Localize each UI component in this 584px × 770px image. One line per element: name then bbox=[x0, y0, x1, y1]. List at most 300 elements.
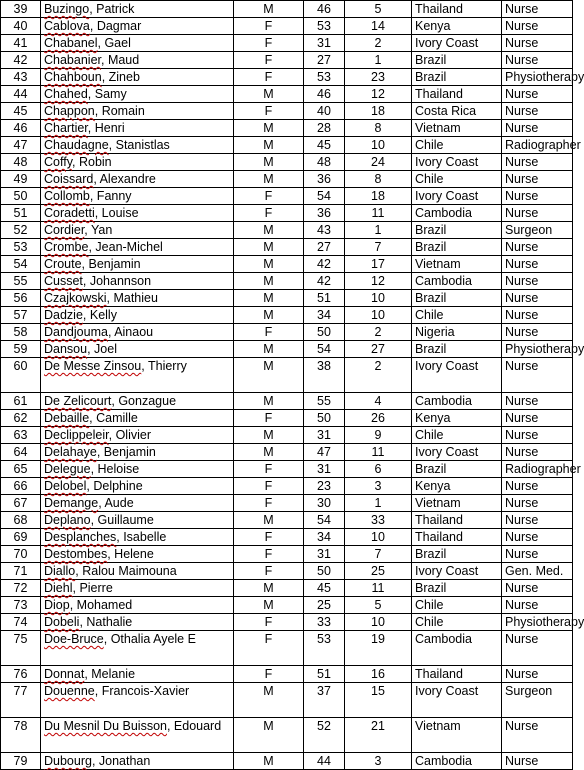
profession-cell: Nurse bbox=[502, 35, 573, 52]
profession-cell: Nurse bbox=[502, 427, 573, 444]
sex-cell: F bbox=[234, 103, 304, 120]
row-number: 63 bbox=[1, 427, 41, 444]
sex-cell: M bbox=[234, 341, 304, 358]
table-row bbox=[1, 461, 573, 478]
years-cell: 5 bbox=[345, 597, 412, 614]
sex-cell: F bbox=[234, 563, 304, 580]
years-cell: 5 bbox=[345, 1, 412, 18]
staff-name: Cusset, Johannson bbox=[41, 273, 234, 290]
staff-name: Destombes, Helene bbox=[41, 546, 234, 563]
table-row bbox=[1, 512, 573, 529]
staff-name: Diehl, Pierre bbox=[41, 580, 234, 597]
sex-cell: F bbox=[234, 478, 304, 495]
years-cell: 3 bbox=[345, 478, 412, 495]
years-cell: 18 bbox=[345, 188, 412, 205]
row-number: 70 bbox=[1, 546, 41, 563]
years-cell: 19 bbox=[345, 631, 412, 666]
row-number: 52 bbox=[1, 222, 41, 239]
age-cell: 25 bbox=[304, 597, 345, 614]
country-cell: Chile bbox=[412, 137, 502, 154]
age-cell: 45 bbox=[304, 137, 345, 154]
staff-name: Diallo, Ralou Maimouna bbox=[41, 563, 234, 580]
country-cell: Thailand bbox=[412, 529, 502, 546]
profession-cell: Nurse bbox=[502, 239, 573, 256]
sex-cell: M bbox=[234, 444, 304, 461]
sex-cell: F bbox=[234, 205, 304, 222]
sex-cell: M bbox=[234, 580, 304, 597]
staff-name: Cordier, Yan bbox=[41, 222, 234, 239]
age-cell: 27 bbox=[304, 52, 345, 69]
row-number: 59 bbox=[1, 341, 41, 358]
table-row bbox=[1, 52, 573, 69]
staff-name: Coffy, Robin bbox=[41, 154, 234, 171]
sex-cell: M bbox=[234, 1, 304, 18]
table-row bbox=[1, 683, 573, 718]
staff-name: Cablova, Dagmar bbox=[41, 18, 234, 35]
years-cell: 24 bbox=[345, 154, 412, 171]
staff-name: Declippeleir, Olivier bbox=[41, 427, 234, 444]
country-cell: Ivory Coast bbox=[412, 683, 502, 718]
country-cell: Thailand bbox=[412, 512, 502, 529]
years-cell: 17 bbox=[345, 256, 412, 273]
sex-cell: M bbox=[234, 427, 304, 444]
profession-cell: Nurse bbox=[502, 580, 573, 597]
table-row bbox=[1, 103, 573, 120]
country-cell: Chile bbox=[412, 171, 502, 188]
table-row bbox=[1, 614, 573, 631]
age-cell: 34 bbox=[304, 529, 345, 546]
years-cell: 12 bbox=[345, 273, 412, 290]
row-number: 72 bbox=[1, 580, 41, 597]
row-number: 50 bbox=[1, 188, 41, 205]
country-cell: Brazil bbox=[412, 290, 502, 307]
country-cell: Ivory Coast bbox=[412, 154, 502, 171]
table-row bbox=[1, 137, 573, 154]
staff-name: Chahboun, Zineb bbox=[41, 69, 234, 86]
sex-cell: M bbox=[234, 683, 304, 718]
staff-name: Dansou, Joel bbox=[41, 341, 234, 358]
table-row bbox=[1, 546, 573, 563]
row-number: 57 bbox=[1, 307, 41, 324]
profession-cell: Nurse bbox=[502, 597, 573, 614]
years-cell: 11 bbox=[345, 580, 412, 597]
row-number: 76 bbox=[1, 666, 41, 683]
age-cell: 40 bbox=[304, 103, 345, 120]
row-number: 56 bbox=[1, 290, 41, 307]
years-cell: 3 bbox=[345, 753, 412, 770]
years-cell: 12 bbox=[345, 86, 412, 103]
country-cell: Brazil bbox=[412, 222, 502, 239]
staff-name: De Messe Zinsou, Thierry bbox=[41, 358, 234, 393]
sex-cell: M bbox=[234, 273, 304, 290]
country-cell: Brazil bbox=[412, 580, 502, 597]
age-cell: 42 bbox=[304, 256, 345, 273]
sex-cell: M bbox=[234, 171, 304, 188]
table-row bbox=[1, 358, 573, 393]
staff-name: Chabanier, Maud bbox=[41, 52, 234, 69]
years-cell: 10 bbox=[345, 307, 412, 324]
country-cell: Kenya bbox=[412, 410, 502, 427]
country-cell: Chile bbox=[412, 427, 502, 444]
table-row bbox=[1, 631, 573, 666]
row-number: 44 bbox=[1, 86, 41, 103]
table-row bbox=[1, 529, 573, 546]
years-cell: 11 bbox=[345, 205, 412, 222]
country-cell: Vietnam bbox=[412, 120, 502, 137]
profession-cell: Physiotherapy bbox=[502, 341, 573, 358]
age-cell: 44 bbox=[304, 753, 345, 770]
age-cell: 33 bbox=[304, 614, 345, 631]
years-cell: 10 bbox=[345, 137, 412, 154]
age-cell: 23 bbox=[304, 478, 345, 495]
table-row bbox=[1, 35, 573, 52]
staff-name: Delahaye, Benjamin bbox=[41, 444, 234, 461]
profession-cell: Nurse bbox=[502, 324, 573, 341]
row-number: 61 bbox=[1, 393, 41, 410]
profession-cell: Nurse bbox=[502, 495, 573, 512]
years-cell: 10 bbox=[345, 529, 412, 546]
years-cell: 8 bbox=[345, 171, 412, 188]
row-number: 43 bbox=[1, 69, 41, 86]
row-number: 73 bbox=[1, 597, 41, 614]
years-cell: 1 bbox=[345, 52, 412, 69]
sex-cell: F bbox=[234, 495, 304, 512]
table-row bbox=[1, 597, 573, 614]
staff-name: Czajkowski, Mathieu bbox=[41, 290, 234, 307]
sex-cell: M bbox=[234, 512, 304, 529]
table-row bbox=[1, 188, 573, 205]
country-cell: Chile bbox=[412, 307, 502, 324]
profession-cell: Nurse bbox=[502, 205, 573, 222]
age-cell: 54 bbox=[304, 512, 345, 529]
profession-cell: Nurse bbox=[502, 444, 573, 461]
row-number: 46 bbox=[1, 120, 41, 137]
age-cell: 31 bbox=[304, 427, 345, 444]
age-cell: 45 bbox=[304, 580, 345, 597]
country-cell: Thailand bbox=[412, 1, 502, 18]
age-cell: 27 bbox=[304, 239, 345, 256]
profession-cell: Physiotherapy bbox=[502, 614, 573, 631]
country-cell: Brazil bbox=[412, 239, 502, 256]
years-cell: 15 bbox=[345, 683, 412, 718]
sex-cell: M bbox=[234, 256, 304, 273]
table-row bbox=[1, 444, 573, 461]
years-cell: 1 bbox=[345, 222, 412, 239]
age-cell: 46 bbox=[304, 1, 345, 18]
staff-name: Croute, Benjamin bbox=[41, 256, 234, 273]
table-row bbox=[1, 120, 573, 137]
table-row bbox=[1, 410, 573, 427]
table-row bbox=[1, 666, 573, 683]
profession-cell: Nurse bbox=[502, 103, 573, 120]
country-cell: Brazil bbox=[412, 52, 502, 69]
age-cell: 37 bbox=[304, 683, 345, 718]
profession-cell: Surgeon bbox=[502, 683, 573, 718]
staff-name: Collomb, Fanny bbox=[41, 188, 234, 205]
profession-cell: Nurse bbox=[502, 307, 573, 324]
country-cell: Vietnam bbox=[412, 256, 502, 273]
profession-cell: Nurse bbox=[502, 546, 573, 563]
row-number: 54 bbox=[1, 256, 41, 273]
age-cell: 43 bbox=[304, 222, 345, 239]
sex-cell: M bbox=[234, 358, 304, 393]
sex-cell: M bbox=[234, 86, 304, 103]
table-row bbox=[1, 307, 573, 324]
row-number: 68 bbox=[1, 512, 41, 529]
table-row bbox=[1, 393, 573, 410]
row-number: 41 bbox=[1, 35, 41, 52]
country-cell: Cambodia bbox=[412, 273, 502, 290]
age-cell: 48 bbox=[304, 154, 345, 171]
age-cell: 51 bbox=[304, 290, 345, 307]
table-row bbox=[1, 563, 573, 580]
age-cell: 52 bbox=[304, 718, 345, 753]
years-cell: 7 bbox=[345, 546, 412, 563]
country-cell: Kenya bbox=[412, 18, 502, 35]
profession-cell: Physiotherapy bbox=[502, 69, 573, 86]
years-cell: 10 bbox=[345, 614, 412, 631]
row-number: 74 bbox=[1, 614, 41, 631]
age-cell: 34 bbox=[304, 307, 345, 324]
years-cell: 16 bbox=[345, 666, 412, 683]
country-cell: Cambodia bbox=[412, 631, 502, 666]
age-cell: 53 bbox=[304, 631, 345, 666]
profession-cell: Nurse bbox=[502, 120, 573, 137]
age-cell: 53 bbox=[304, 69, 345, 86]
years-cell: 25 bbox=[345, 563, 412, 580]
staff-table-body bbox=[1, 1, 584, 770]
age-cell: 31 bbox=[304, 461, 345, 478]
age-cell: 30 bbox=[304, 495, 345, 512]
table-row bbox=[1, 324, 573, 341]
age-cell: 31 bbox=[304, 35, 345, 52]
years-cell: 6 bbox=[345, 461, 412, 478]
country-cell: Vietnam bbox=[412, 495, 502, 512]
profession-cell: Nurse bbox=[502, 86, 573, 103]
profession-cell: Nurse bbox=[502, 512, 573, 529]
staff-name: Du Mesnil Du Buisson, Edouard bbox=[41, 718, 234, 753]
sex-cell: M bbox=[234, 154, 304, 171]
profession-cell: Nurse bbox=[502, 256, 573, 273]
table-row bbox=[1, 69, 573, 86]
row-number: 69 bbox=[1, 529, 41, 546]
age-cell: 51 bbox=[304, 666, 345, 683]
staff-name: Dadzie, Kelly bbox=[41, 307, 234, 324]
profession-cell: Surgeon bbox=[502, 222, 573, 239]
age-cell: 38 bbox=[304, 358, 345, 393]
staff-name: Chaudagne, Stanistlas bbox=[41, 137, 234, 154]
row-number: 49 bbox=[1, 171, 41, 188]
sex-cell: F bbox=[234, 35, 304, 52]
staff-name: Coissard, Alexandre bbox=[41, 171, 234, 188]
sex-cell: M bbox=[234, 222, 304, 239]
staff-name: Crombe, Jean-Michel bbox=[41, 239, 234, 256]
row-number: 71 bbox=[1, 563, 41, 580]
age-cell: 55 bbox=[304, 393, 345, 410]
row-number: 58 bbox=[1, 324, 41, 341]
sex-cell: M bbox=[234, 718, 304, 753]
age-cell: 50 bbox=[304, 324, 345, 341]
age-cell: 36 bbox=[304, 205, 345, 222]
row-number: 40 bbox=[1, 18, 41, 35]
table-row bbox=[1, 256, 573, 273]
years-cell: 2 bbox=[345, 358, 412, 393]
age-cell: 31 bbox=[304, 546, 345, 563]
row-number: 39 bbox=[1, 1, 41, 18]
staff-name: Chabanel, Gael bbox=[41, 35, 234, 52]
country-cell: Cambodia bbox=[412, 753, 502, 770]
profession-cell: Nurse bbox=[502, 478, 573, 495]
profession-cell: Gen. Med. bbox=[502, 563, 573, 580]
country-cell: Brazil bbox=[412, 341, 502, 358]
staff-name: Douenne, Francois-Xavier bbox=[41, 683, 234, 718]
staff-name: Dandjouma, Ainaou bbox=[41, 324, 234, 341]
profession-cell: Radiographer bbox=[502, 137, 573, 154]
row-number: 66 bbox=[1, 478, 41, 495]
row-number: 60 bbox=[1, 358, 41, 393]
age-cell: 46 bbox=[304, 86, 345, 103]
profession-cell: Nurse bbox=[502, 718, 573, 753]
table-row bbox=[1, 86, 573, 103]
staff-name: Desplanches, Isabelle bbox=[41, 529, 234, 546]
table-row bbox=[1, 341, 573, 358]
table-row bbox=[1, 753, 573, 770]
age-cell: 42 bbox=[304, 273, 345, 290]
table-row bbox=[1, 1, 573, 18]
years-cell: 2 bbox=[345, 35, 412, 52]
years-cell: 23 bbox=[345, 69, 412, 86]
profession-cell: Nurse bbox=[502, 358, 573, 393]
staff-name: Delobel, Delphine bbox=[41, 478, 234, 495]
country-cell: Kenya bbox=[412, 478, 502, 495]
table-row bbox=[1, 154, 573, 171]
staff-name: Diop, Mohamed bbox=[41, 597, 234, 614]
country-cell: Cambodia bbox=[412, 205, 502, 222]
staff-name: Buzingo, Patrick bbox=[41, 1, 234, 18]
staff-name: Deplano, Guillaume bbox=[41, 512, 234, 529]
country-cell: Brazil bbox=[412, 546, 502, 563]
staff-name: Dubourg, Jonathan bbox=[41, 753, 234, 770]
profession-cell: Nurse bbox=[502, 393, 573, 410]
staff-name: Delegue, Heloise bbox=[41, 461, 234, 478]
sex-cell: M bbox=[234, 597, 304, 614]
country-cell: Thailand bbox=[412, 86, 502, 103]
staff-name: Dobeli, Nathalie bbox=[41, 614, 234, 631]
sex-cell: M bbox=[234, 137, 304, 154]
years-cell: 7 bbox=[345, 239, 412, 256]
country-cell: Ivory Coast bbox=[412, 188, 502, 205]
country-cell: Chile bbox=[412, 614, 502, 631]
age-cell: 54 bbox=[304, 341, 345, 358]
row-number: 77 bbox=[1, 683, 41, 718]
table-row bbox=[1, 427, 573, 444]
country-cell: Thailand bbox=[412, 666, 502, 683]
years-cell: 33 bbox=[345, 512, 412, 529]
table-row bbox=[1, 205, 573, 222]
years-cell: 4 bbox=[345, 393, 412, 410]
years-cell: 2 bbox=[345, 324, 412, 341]
table-row bbox=[1, 495, 573, 512]
row-number: 64 bbox=[1, 444, 41, 461]
age-cell: 47 bbox=[304, 444, 345, 461]
table-row bbox=[1, 18, 573, 35]
country-cell: Costa Rica bbox=[412, 103, 502, 120]
age-cell: 54 bbox=[304, 188, 345, 205]
row-number: 47 bbox=[1, 137, 41, 154]
sex-cell: F bbox=[234, 52, 304, 69]
years-cell: 8 bbox=[345, 120, 412, 137]
sex-cell: M bbox=[234, 120, 304, 137]
country-cell: Vietnam bbox=[412, 718, 502, 753]
profession-cell: Nurse bbox=[502, 410, 573, 427]
sex-cell: M bbox=[234, 307, 304, 324]
row-number: 55 bbox=[1, 273, 41, 290]
sex-cell: F bbox=[234, 69, 304, 86]
country-cell: Ivory Coast bbox=[412, 563, 502, 580]
table-row bbox=[1, 290, 573, 307]
row-number: 51 bbox=[1, 205, 41, 222]
years-cell: 21 bbox=[345, 718, 412, 753]
sex-cell: F bbox=[234, 631, 304, 666]
profession-cell: Nurse bbox=[502, 18, 573, 35]
country-cell: Brazil bbox=[412, 461, 502, 478]
sex-cell: F bbox=[234, 324, 304, 341]
row-number: 79 bbox=[1, 753, 41, 770]
staff-name: Doe-Bruce, Othalia Ayele E bbox=[41, 631, 234, 666]
sex-cell: F bbox=[234, 546, 304, 563]
table-row bbox=[1, 171, 573, 188]
profession-cell: Nurse bbox=[502, 631, 573, 666]
staff-name: Demange, Aude bbox=[41, 495, 234, 512]
row-number: 48 bbox=[1, 154, 41, 171]
table-row bbox=[1, 222, 573, 239]
staff-name: Chartier, Henri bbox=[41, 120, 234, 137]
table-row bbox=[1, 239, 573, 256]
table-row bbox=[1, 273, 573, 290]
country-cell: Ivory Coast bbox=[412, 444, 502, 461]
profession-cell: Nurse bbox=[502, 290, 573, 307]
years-cell: 27 bbox=[345, 341, 412, 358]
sex-cell: M bbox=[234, 239, 304, 256]
staff-name: Chappon, Romain bbox=[41, 103, 234, 120]
profession-cell: Nurse bbox=[502, 666, 573, 683]
profession-cell: Radiographer bbox=[502, 461, 573, 478]
sex-cell: F bbox=[234, 461, 304, 478]
table-row bbox=[1, 478, 573, 495]
row-number: 67 bbox=[1, 495, 41, 512]
sex-cell: F bbox=[234, 614, 304, 631]
profession-cell: Nurse bbox=[502, 52, 573, 69]
years-cell: 18 bbox=[345, 103, 412, 120]
table-row bbox=[1, 580, 573, 597]
profession-cell: Nurse bbox=[502, 1, 573, 18]
age-cell: 50 bbox=[304, 410, 345, 427]
row-number: 42 bbox=[1, 52, 41, 69]
staff-name: Donnat, Melanie bbox=[41, 666, 234, 683]
country-cell: Ivory Coast bbox=[412, 358, 502, 393]
years-cell: 10 bbox=[345, 290, 412, 307]
age-cell: 53 bbox=[304, 18, 345, 35]
row-number: 62 bbox=[1, 410, 41, 427]
sex-cell: M bbox=[234, 753, 304, 770]
profession-cell: Nurse bbox=[502, 529, 573, 546]
profession-cell: Nurse bbox=[502, 154, 573, 171]
age-cell: 28 bbox=[304, 120, 345, 137]
years-cell: 9 bbox=[345, 427, 412, 444]
row-number: 45 bbox=[1, 103, 41, 120]
age-cell: 36 bbox=[304, 171, 345, 188]
row-number: 53 bbox=[1, 239, 41, 256]
